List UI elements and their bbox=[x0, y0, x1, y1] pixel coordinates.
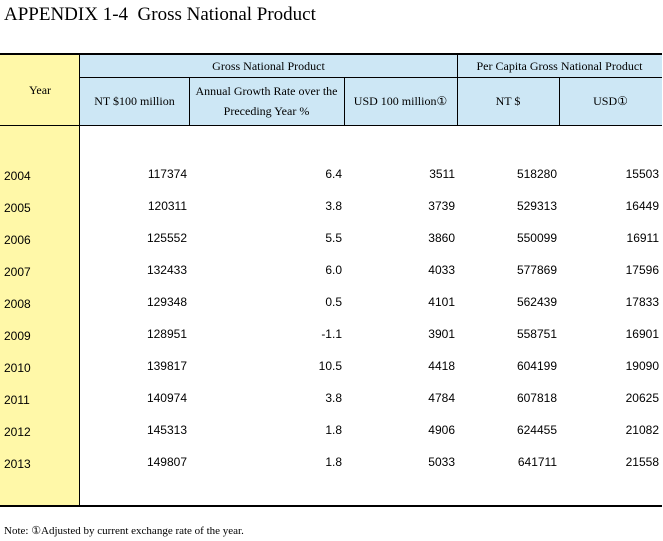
footnote: Note: ①Adjusted by current exchange rate of the year. bbox=[4, 525, 244, 537]
cell-growth-rate: 1.8 bbox=[325, 423, 342, 437]
cell-usd: 16449 bbox=[625, 199, 659, 213]
cell-year: 2010 bbox=[4, 361, 31, 375]
cell-usd-100m: 3901 bbox=[428, 327, 455, 341]
cell-year: 2009 bbox=[4, 329, 31, 343]
cell-growth-rate: 6.0 bbox=[325, 263, 342, 277]
cell-growth-rate: 5.5 bbox=[325, 231, 342, 245]
cell-usd: 15503 bbox=[625, 167, 659, 181]
cell-year: 2004 bbox=[4, 169, 31, 183]
cell-nt-100m: 132433 bbox=[146, 263, 187, 277]
header-nt: NT $ bbox=[495, 94, 521, 108]
cell-nt: 624455 bbox=[516, 423, 557, 437]
cell-nt-100m: 145313 bbox=[146, 423, 187, 437]
header-percapita-group: Per Capita Gross National Product bbox=[476, 59, 643, 73]
cell-usd-100m: 4101 bbox=[428, 295, 455, 309]
cell-usd: 16911 bbox=[626, 231, 659, 245]
cell-year: 2012 bbox=[4, 425, 31, 439]
cell-nt-100m: 125552 bbox=[146, 231, 187, 245]
cell-usd: 17596 bbox=[625, 263, 659, 277]
cell-usd: 21082 bbox=[625, 423, 659, 437]
cell-usd: 19090 bbox=[625, 359, 659, 373]
cell-nt: 518280 bbox=[516, 167, 557, 181]
header-nt-100m: NT $100 million bbox=[94, 94, 175, 108]
cell-nt-100m: 149807 bbox=[146, 455, 187, 469]
cell-nt-100m: 140974 bbox=[146, 391, 187, 405]
cell-nt: 550099 bbox=[516, 231, 557, 245]
cell-nt: 577869 bbox=[516, 263, 557, 277]
cell-nt-100m: 128951 bbox=[146, 327, 187, 341]
cell-nt-100m: 139817 bbox=[146, 359, 187, 373]
cell-usd: 20625 bbox=[625, 391, 659, 405]
cell-growth-rate: -1.1 bbox=[321, 327, 342, 341]
cell-growth-rate: 1.8 bbox=[325, 455, 342, 469]
cell-year: 2007 bbox=[4, 265, 31, 279]
cell-year: 2013 bbox=[4, 457, 31, 471]
cell-growth-rate: 3.8 bbox=[325, 199, 342, 213]
cell-nt-100m: 117374 bbox=[147, 167, 187, 181]
cell-usd-100m: 5033 bbox=[428, 455, 455, 469]
header-gnp-group: Gross National Product bbox=[212, 59, 325, 73]
cell-nt-100m: 120311 bbox=[147, 199, 187, 213]
cell-growth-rate: 10.5 bbox=[318, 359, 342, 373]
cell-year: 2006 bbox=[4, 233, 31, 247]
cell-nt: 529313 bbox=[516, 199, 557, 213]
cell-year: 2011 bbox=[4, 393, 30, 407]
cell-growth-rate: 6.4 bbox=[325, 167, 342, 181]
header-usd: USD① bbox=[593, 94, 628, 108]
header-year: Year bbox=[28, 83, 52, 97]
header-growth-rate: Annual Growth Rate over the Preceding Year % bbox=[195, 84, 338, 118]
cell-usd-100m: 4418 bbox=[428, 359, 455, 373]
cell-growth-rate: 0.5 bbox=[325, 295, 342, 309]
cell-year: 2008 bbox=[4, 297, 31, 311]
cell-usd-100m: 4906 bbox=[428, 423, 455, 437]
cell-nt-100m: 129348 bbox=[146, 295, 187, 309]
cell-usd-100m: 3511 bbox=[429, 167, 455, 181]
cell-nt: 641711 bbox=[517, 455, 557, 469]
cell-usd: 21558 bbox=[625, 455, 659, 469]
page-title: APPENDIX 1-4 Gross National Product bbox=[4, 4, 316, 25]
cell-usd-100m: 4784 bbox=[428, 391, 455, 405]
cell-year: 2005 bbox=[4, 201, 31, 215]
cell-usd: 17833 bbox=[625, 295, 659, 309]
cell-growth-rate: 3.8 bbox=[325, 391, 342, 405]
cell-nt: 558751 bbox=[516, 327, 557, 341]
cell-usd-100m: 3860 bbox=[428, 231, 455, 245]
cell-nt: 604199 bbox=[516, 359, 557, 373]
cell-nt: 607818 bbox=[516, 391, 557, 405]
gnp-table bbox=[0, 53, 662, 507]
cell-usd: 16901 bbox=[625, 327, 659, 341]
header-bottom-line bbox=[0, 125, 662, 126]
cell-usd-100m: 4033 bbox=[428, 263, 455, 277]
cell-usd-100m: 3739 bbox=[428, 199, 455, 213]
header-usd-100m: USD 100 million① bbox=[353, 94, 448, 108]
cell-nt: 562439 bbox=[516, 295, 557, 309]
